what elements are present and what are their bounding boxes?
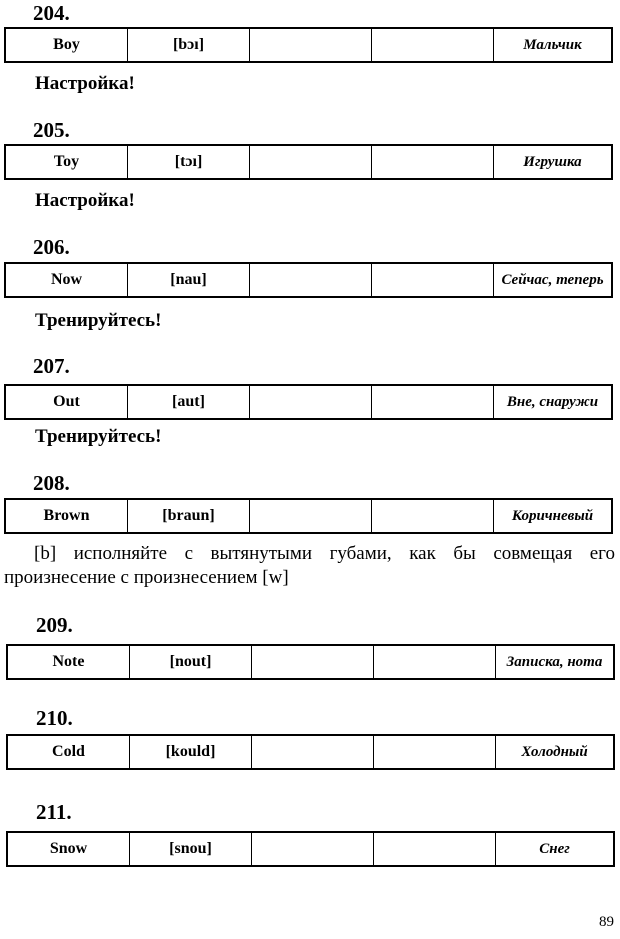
blank-cell xyxy=(372,29,494,61)
translation-cell: Игрушка xyxy=(523,153,582,170)
transcription-cell: [nout] xyxy=(130,646,252,678)
blank-cell xyxy=(374,736,496,768)
entry-number: 211. xyxy=(36,800,72,824)
blank-cell xyxy=(372,386,494,418)
entry-number: 207. xyxy=(33,354,70,378)
transcription-cell: [braun] xyxy=(128,500,250,532)
translation-cell: Сейчас, теперь xyxy=(501,271,604,288)
word-cell: Out xyxy=(6,386,128,418)
instruction-note: Тренируйтесь! xyxy=(35,426,162,447)
word-cell: Note xyxy=(8,646,130,678)
instruction-note: Настройка! xyxy=(35,73,135,94)
word-cell: Boy xyxy=(6,29,128,61)
entry-number: 205. xyxy=(33,118,70,142)
entry-number: 204. xyxy=(33,1,70,25)
blank-cell xyxy=(374,833,496,865)
transcription-cell: [nau] xyxy=(128,264,250,296)
word-table-row xyxy=(4,498,613,534)
blank-cell xyxy=(372,500,494,532)
word-cell: Cold xyxy=(8,736,130,768)
entry-number: 206. xyxy=(33,235,70,259)
word-table-row xyxy=(4,262,613,298)
translation-cell: Мальчик xyxy=(523,36,582,53)
transcription-cell: [aut] xyxy=(128,386,250,418)
blank-cell xyxy=(250,386,372,418)
translation-cell: Записка, нота xyxy=(506,653,603,670)
translation-cell: Холодный xyxy=(521,743,588,760)
transcription-cell: [bɔı] xyxy=(128,29,250,61)
entry-number: 210. xyxy=(36,706,73,730)
transcription-cell: [kould] xyxy=(130,736,252,768)
entry-number: 209. xyxy=(36,613,73,637)
word-cell: Brown xyxy=(6,500,128,532)
blank-cell xyxy=(252,736,374,768)
instruction-note: Тренируйтесь! xyxy=(35,310,162,331)
blank-cell xyxy=(250,264,372,296)
word-table-row xyxy=(4,27,613,63)
page-number: 89 xyxy=(599,914,614,930)
instruction-note: Настройка! xyxy=(35,190,135,211)
translation-cell: Коричневый xyxy=(511,507,594,524)
translation-cell: Снег xyxy=(539,840,570,857)
transcription-cell: [snou] xyxy=(130,833,252,865)
blank-cell xyxy=(374,646,496,678)
word-table-row xyxy=(6,734,615,770)
blank-cell xyxy=(250,146,372,178)
word-cell: Toy xyxy=(6,146,128,178)
blank-cell xyxy=(252,646,374,678)
word-table-row xyxy=(4,144,613,180)
blank-cell xyxy=(252,833,374,865)
blank-cell xyxy=(250,500,372,532)
blank-cell xyxy=(250,29,372,61)
word-table-row xyxy=(6,831,615,867)
word-cell: Now xyxy=(6,264,128,296)
blank-cell xyxy=(372,264,494,296)
word-table-row xyxy=(6,644,615,680)
pronunciation-note: [b] исполняйте с вытянутыми губами, как бы совмещая его произнесение с произнесением [w] xyxy=(4,543,615,588)
blank-cell xyxy=(372,146,494,178)
translation-cell: Вне, снаружи xyxy=(506,393,599,410)
entry-number: 208. xyxy=(33,471,70,495)
transcription-cell: [tɔı] xyxy=(128,146,250,178)
word-cell: Snow xyxy=(8,833,130,865)
word-table-row xyxy=(4,384,613,420)
